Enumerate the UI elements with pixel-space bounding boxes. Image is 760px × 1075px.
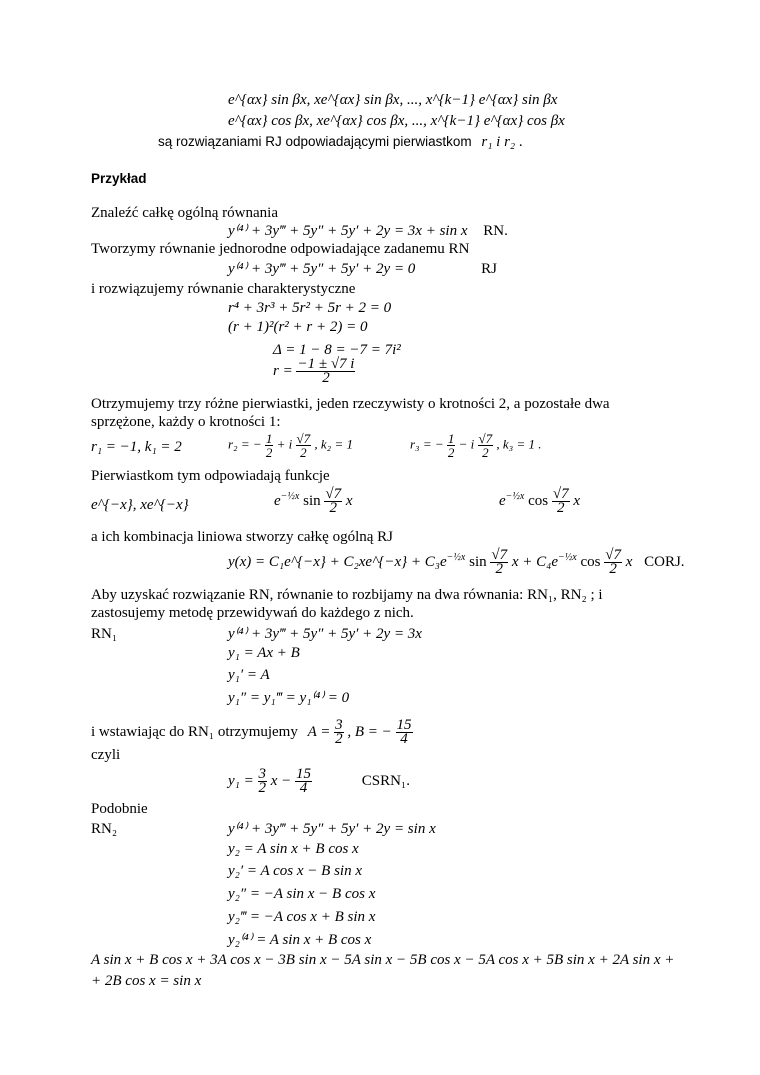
root-formula: [273, 358, 355, 385]
particular-solution-rn1: [228, 768, 410, 795]
factored-equation: (r + 1)²(r² + r + 2) = 0: [228, 319, 368, 335]
coef-a-lhs: A =: [307, 723, 331, 740]
rn1-derivative-1: y₁′ = A: [228, 667, 270, 683]
general-solution-part-c: x + C₄e: [511, 554, 559, 570]
function-sin-term: [274, 488, 353, 515]
root-2-frac-b-den: 2: [300, 445, 307, 460]
discriminant: Δ = 1 − 8 = −7 = 7i²: [273, 342, 401, 358]
root-formula-fraction: [296, 358, 355, 385]
rn2-derivative-4: y₂⁽⁴⁾ = A sin x + B cos x: [228, 932, 372, 948]
root-2-frac-b-num: √7: [296, 431, 311, 446]
rn1-label: RN₁: [91, 626, 118, 642]
root-3-frac-a-num: 1: [447, 431, 455, 446]
root-3-frac-a-den: 2: [447, 445, 455, 460]
root-2-end: , k₂ = 1: [314, 436, 353, 452]
coef-a-num: 3: [335, 717, 343, 733]
root-3-mid: − i: [458, 436, 475, 452]
paragraph-roots-b: sprzężone, każdy o krotności 1:: [91, 414, 281, 430]
function-sin-base: e: [274, 493, 281, 509]
coef-a-frac: [334, 719, 344, 746]
rn2-guess: y₂ = A sin x + B cos x: [228, 841, 359, 857]
root-3: [410, 432, 541, 459]
paragraph-substitute: [91, 719, 413, 746]
root-2-lhs: r₂ = −: [228, 436, 262, 452]
rn1-guess: y₁ = Ax + B: [228, 645, 300, 661]
function-sin-den: 2: [329, 500, 337, 517]
equation-rj-body: y⁽⁴⁾ + 3y‴ + 5y″ + 5y′ + 2y = 0: [228, 261, 416, 277]
y1-frac-2: [295, 768, 312, 795]
equation-rn: [228, 222, 508, 240]
formula-cos-functions: e^{αx} cos βx, xe^{αx} cos βx, ..., x^{k−1} e^{αx} cos βx: [228, 113, 565, 129]
function-sin-name: sin: [303, 493, 321, 509]
equation-rj-tag: RJ: [481, 261, 497, 277]
equation-rj: [228, 260, 497, 278]
root-3-frac-a: [447, 432, 456, 459]
rn2-derivative-1: y₂′ = A cos x − B sin x: [228, 863, 362, 879]
root-2-frac-a-num: 1: [265, 431, 273, 446]
roots-period: .: [518, 134, 523, 150]
paragraph-so: czyli: [91, 747, 121, 763]
y1-mid: x −: [270, 772, 292, 789]
general-solution-frac-2: [604, 549, 622, 576]
coef-b-den: 4: [400, 731, 408, 747]
paragraph-roots-a: Otrzymujemy trzy różne pierwiastki, jeden rzeczywisty o krotności 2, a pozostałe dwa: [91, 396, 610, 412]
y1-lhs: y₁ =: [228, 772, 254, 789]
rn2-derivative-2: y₂″ = −A sin x − B cos x: [228, 886, 376, 902]
root-1: r₁ = −1, k₁ = 2: [91, 439, 182, 455]
paragraph-find-integral: Znaleźć całkę ogólną równania: [91, 205, 278, 221]
paragraph-similarly: Podobnie: [91, 801, 148, 817]
root-formula-numerator: −1 ± √7 i: [297, 356, 355, 372]
roots-sentence: [158, 133, 523, 151]
general-solution-sin: sin: [469, 554, 487, 570]
function-cos-exp: −½x: [505, 491, 525, 502]
rn2-label: RN₂: [91, 821, 118, 837]
function-cos-frac: [552, 488, 570, 515]
root-3-frac-b: [478, 432, 494, 459]
formula-sin-functions: e^{αx} sin βx, xe^{αx} sin βx, ..., x^{k−1} e^{αx} sin βx: [228, 92, 558, 108]
section-heading: Przykład: [91, 171, 147, 186]
general-solution-exp-2: −½x: [558, 552, 577, 563]
rn1-equation: y⁽⁴⁾ + 3y‴ + 5y″ + 5y′ + 2y = 3x: [228, 626, 422, 642]
general-solution-num-2: √7: [605, 547, 621, 564]
coef-b-lhs: , B = −: [347, 723, 392, 740]
root-3-lhs: r₃ = −: [410, 436, 444, 452]
rn2-derivative-3: y₂‴ = −A cos x + B sin x: [228, 909, 376, 925]
coef-a-den: 2: [335, 731, 343, 747]
coef-b-num: 15: [396, 717, 412, 733]
function-cos-den: 2: [556, 500, 565, 517]
general-solution-den-1: 2: [495, 561, 503, 578]
y1-frac-1: [258, 768, 268, 795]
rn1-higher-derivatives: y₁″ = y₁‴ = y₁⁽⁴⁾ = 0: [228, 690, 350, 706]
general-solution-frac-1: [490, 549, 508, 576]
general-solution-tag: CORJ.: [644, 554, 685, 570]
equation-rn-body: y⁽⁴⁾ + 3y‴ + 5y″ + 5y′ + 2y = 3x + sin x: [228, 223, 468, 239]
y1-tag: CSRN₁.: [361, 772, 410, 789]
y1-den-2: 4: [299, 780, 308, 796]
root-2: [228, 432, 353, 459]
rn2-equation: y⁽⁴⁾ + 3y‴ + 5y″ + 5y′ + 2y = sin x: [228, 821, 436, 837]
function-cos-name: cos: [528, 493, 549, 509]
characteristic-equation: r⁴ + 3r³ + 5r² + 5r + 2 = 0: [228, 300, 392, 316]
root-2-frac-a: [265, 432, 274, 459]
function-real-root: e^{−x}, xe^{−x}: [91, 497, 189, 513]
function-sin-num: √7: [325, 486, 342, 503]
paragraph-characteristic: i rozwiązujemy równanie charakterystyczne: [91, 281, 356, 297]
roots-sentence-text: są rozwiązaniami RJ odpowiadającymi pierwiastkom: [158, 134, 472, 149]
general-solution: [228, 549, 685, 576]
function-sin-exp: −½x: [280, 491, 300, 502]
paragraph-split-b: zastosujemy metodę przewidywań do każdego z nich.: [91, 605, 414, 621]
paragraph-substitute-text: i wstawiając do RN₁ otrzymujemy: [91, 723, 298, 740]
root-2-frac-a-den: 2: [265, 445, 273, 460]
equation-rn-tag: RN.: [483, 223, 508, 239]
root-3-frac-b-den: 2: [482, 445, 489, 460]
general-solution-cos: cos: [580, 554, 601, 570]
root-2-mid: + i: [276, 436, 293, 452]
root-formula-denominator: 2: [322, 370, 330, 386]
general-solution-exp-1: −½x: [446, 552, 466, 563]
root-2-frac-b: [296, 432, 312, 459]
y1-num-2: 15: [296, 766, 312, 782]
root-3-frac-b-num: √7: [478, 431, 493, 446]
substituted-equation-line-1: A sin x + B cos x + 3A cos x − 3B sin x − 5A sin x − 5B cos x − 5A cos x + 5B sin x + 2A sin x +: [91, 952, 675, 968]
roots-symbols: r₁ i r₂: [481, 134, 516, 150]
function-cos-term: [499, 488, 580, 515]
function-cos-base: e: [499, 493, 506, 509]
general-solution-den-2: 2: [609, 561, 617, 578]
paragraph-functions: Pierwiastkom tym odpowiadają funkcje: [91, 468, 330, 484]
general-solution-part-a: y(x) = C₁e^{−x} + C₂xe^{−x} + C₃e: [228, 554, 447, 570]
general-solution-num-1: √7: [491, 547, 508, 564]
function-sin-frac: [324, 488, 342, 515]
y1-den-1: 2: [258, 780, 266, 796]
paragraph-homogeneous: Tworzymy równanie jednorodne odpowiadające zadanemu RN: [91, 241, 470, 257]
function-cos-num: √7: [552, 486, 569, 503]
coef-b-frac: [396, 719, 413, 746]
paragraph-split-a: Aby uzyskać rozwiązanie RN, równanie to rozbijamy na dwa równania: RN₁, RN₂ ; i: [91, 587, 603, 603]
function-cos-x: x: [573, 493, 581, 509]
substituted-equation-line-2: + 2B cos x = sin x: [91, 973, 202, 989]
root-3-end: , k₃ = 1 .: [496, 436, 542, 452]
general-solution-x: x: [625, 554, 633, 570]
root-formula-lhs: r =: [273, 362, 293, 379]
paragraph-combination: a ich kombinacja liniowa stworzy całkę ogólną RJ: [91, 529, 393, 545]
y1-num-1: 3: [258, 766, 266, 782]
function-sin-x: x: [345, 493, 353, 509]
